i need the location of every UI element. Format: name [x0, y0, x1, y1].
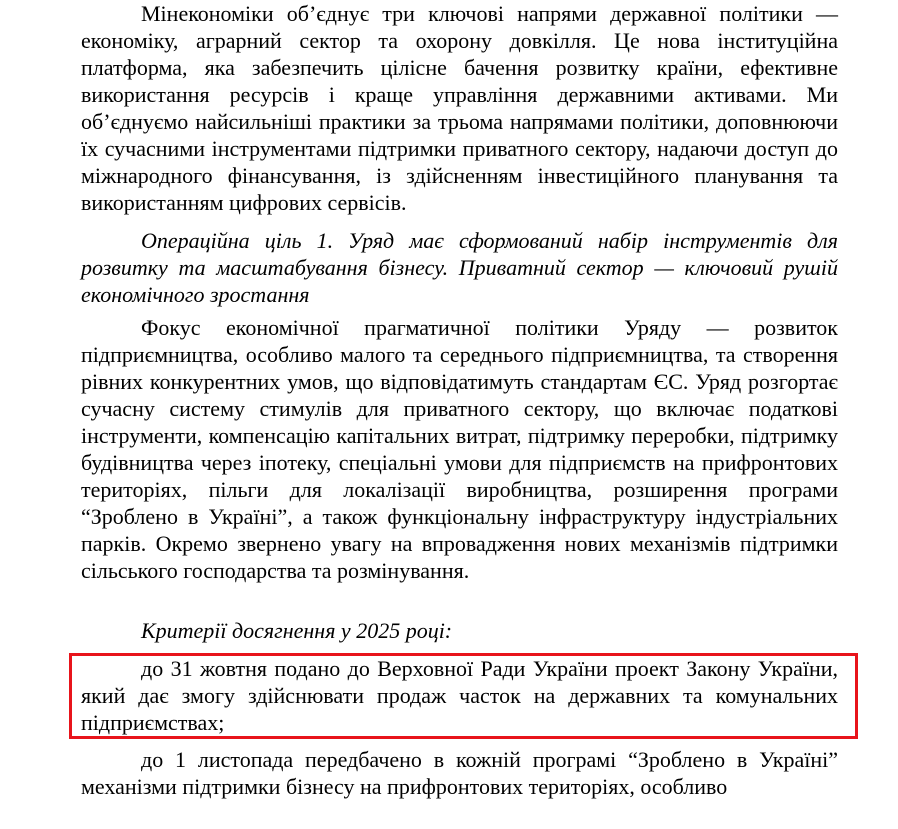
paragraph-ministry-overview: Мінекономіки об’єднує три ключові напрями державної політики — економіку, аграрний сектор та охорону довкілля. Це нова інституційна платформа, яка забезпечить цілісне бачення розвитку країни, ефективне використання ресурсів і краще управління державними активами. Ми об’єднуємо найсильніші практики за трьома напрямами політики, доповнюючи їх сучасними інструментами підтримки приватного сектору, надаючи доступ до міжнародного фінансування, із здійсненням інвестиційного планування та використанням цифрових сервісів.	[81, 1, 838, 215]
paragraph-criterion-october: до 31 жовтня подано до Верховної Ради України проект Закону України, який дає змогу здійснювати продаж часток на державних та комунальних підприємствах;	[81, 656, 838, 735]
paragraph-operational-goal-heading: Операційна ціль 1. Уряд має сформований набір інструментів для розвитку та масштабування бізнесу. Приватний сектор — ключовий рушій економічного зростання	[81, 228, 838, 307]
paragraph-economic-policy-focus: Фокус економічної прагматичної політики Уряду — розвиток підприємництва, особливо малого та середнього підприємництва, та створення рівних конкурентних умов, що відповідатимуть стандартам ЄС. Уряд розгортає сучасну систему стимулів для приватного сектору, що включає податкові інструменти, компенсацію капітальних витрат, підтримку переробки, підтримку будівництва через іпотеку, спеціальні умови для підприємств на прифронтових територіях, пільги для локалізації виробництва, розширення програми “Зроблено в Україні”, а також функціональну інфраструктуру індустріальних парків. Окремо звернено увагу на впровадження нових механізмів підтримки сільського господарства та розмінування.	[81, 315, 838, 583]
paragraph-criteria-heading: Критерії досягнення у 2025 році:	[141, 618, 453, 643]
paragraph-criterion-november: до 1 листопада передбачено в кожній програмі “Зроблено в Україні” механізми підтримки бізнесу на прифронтових територіях, особливо	[81, 747, 838, 799]
